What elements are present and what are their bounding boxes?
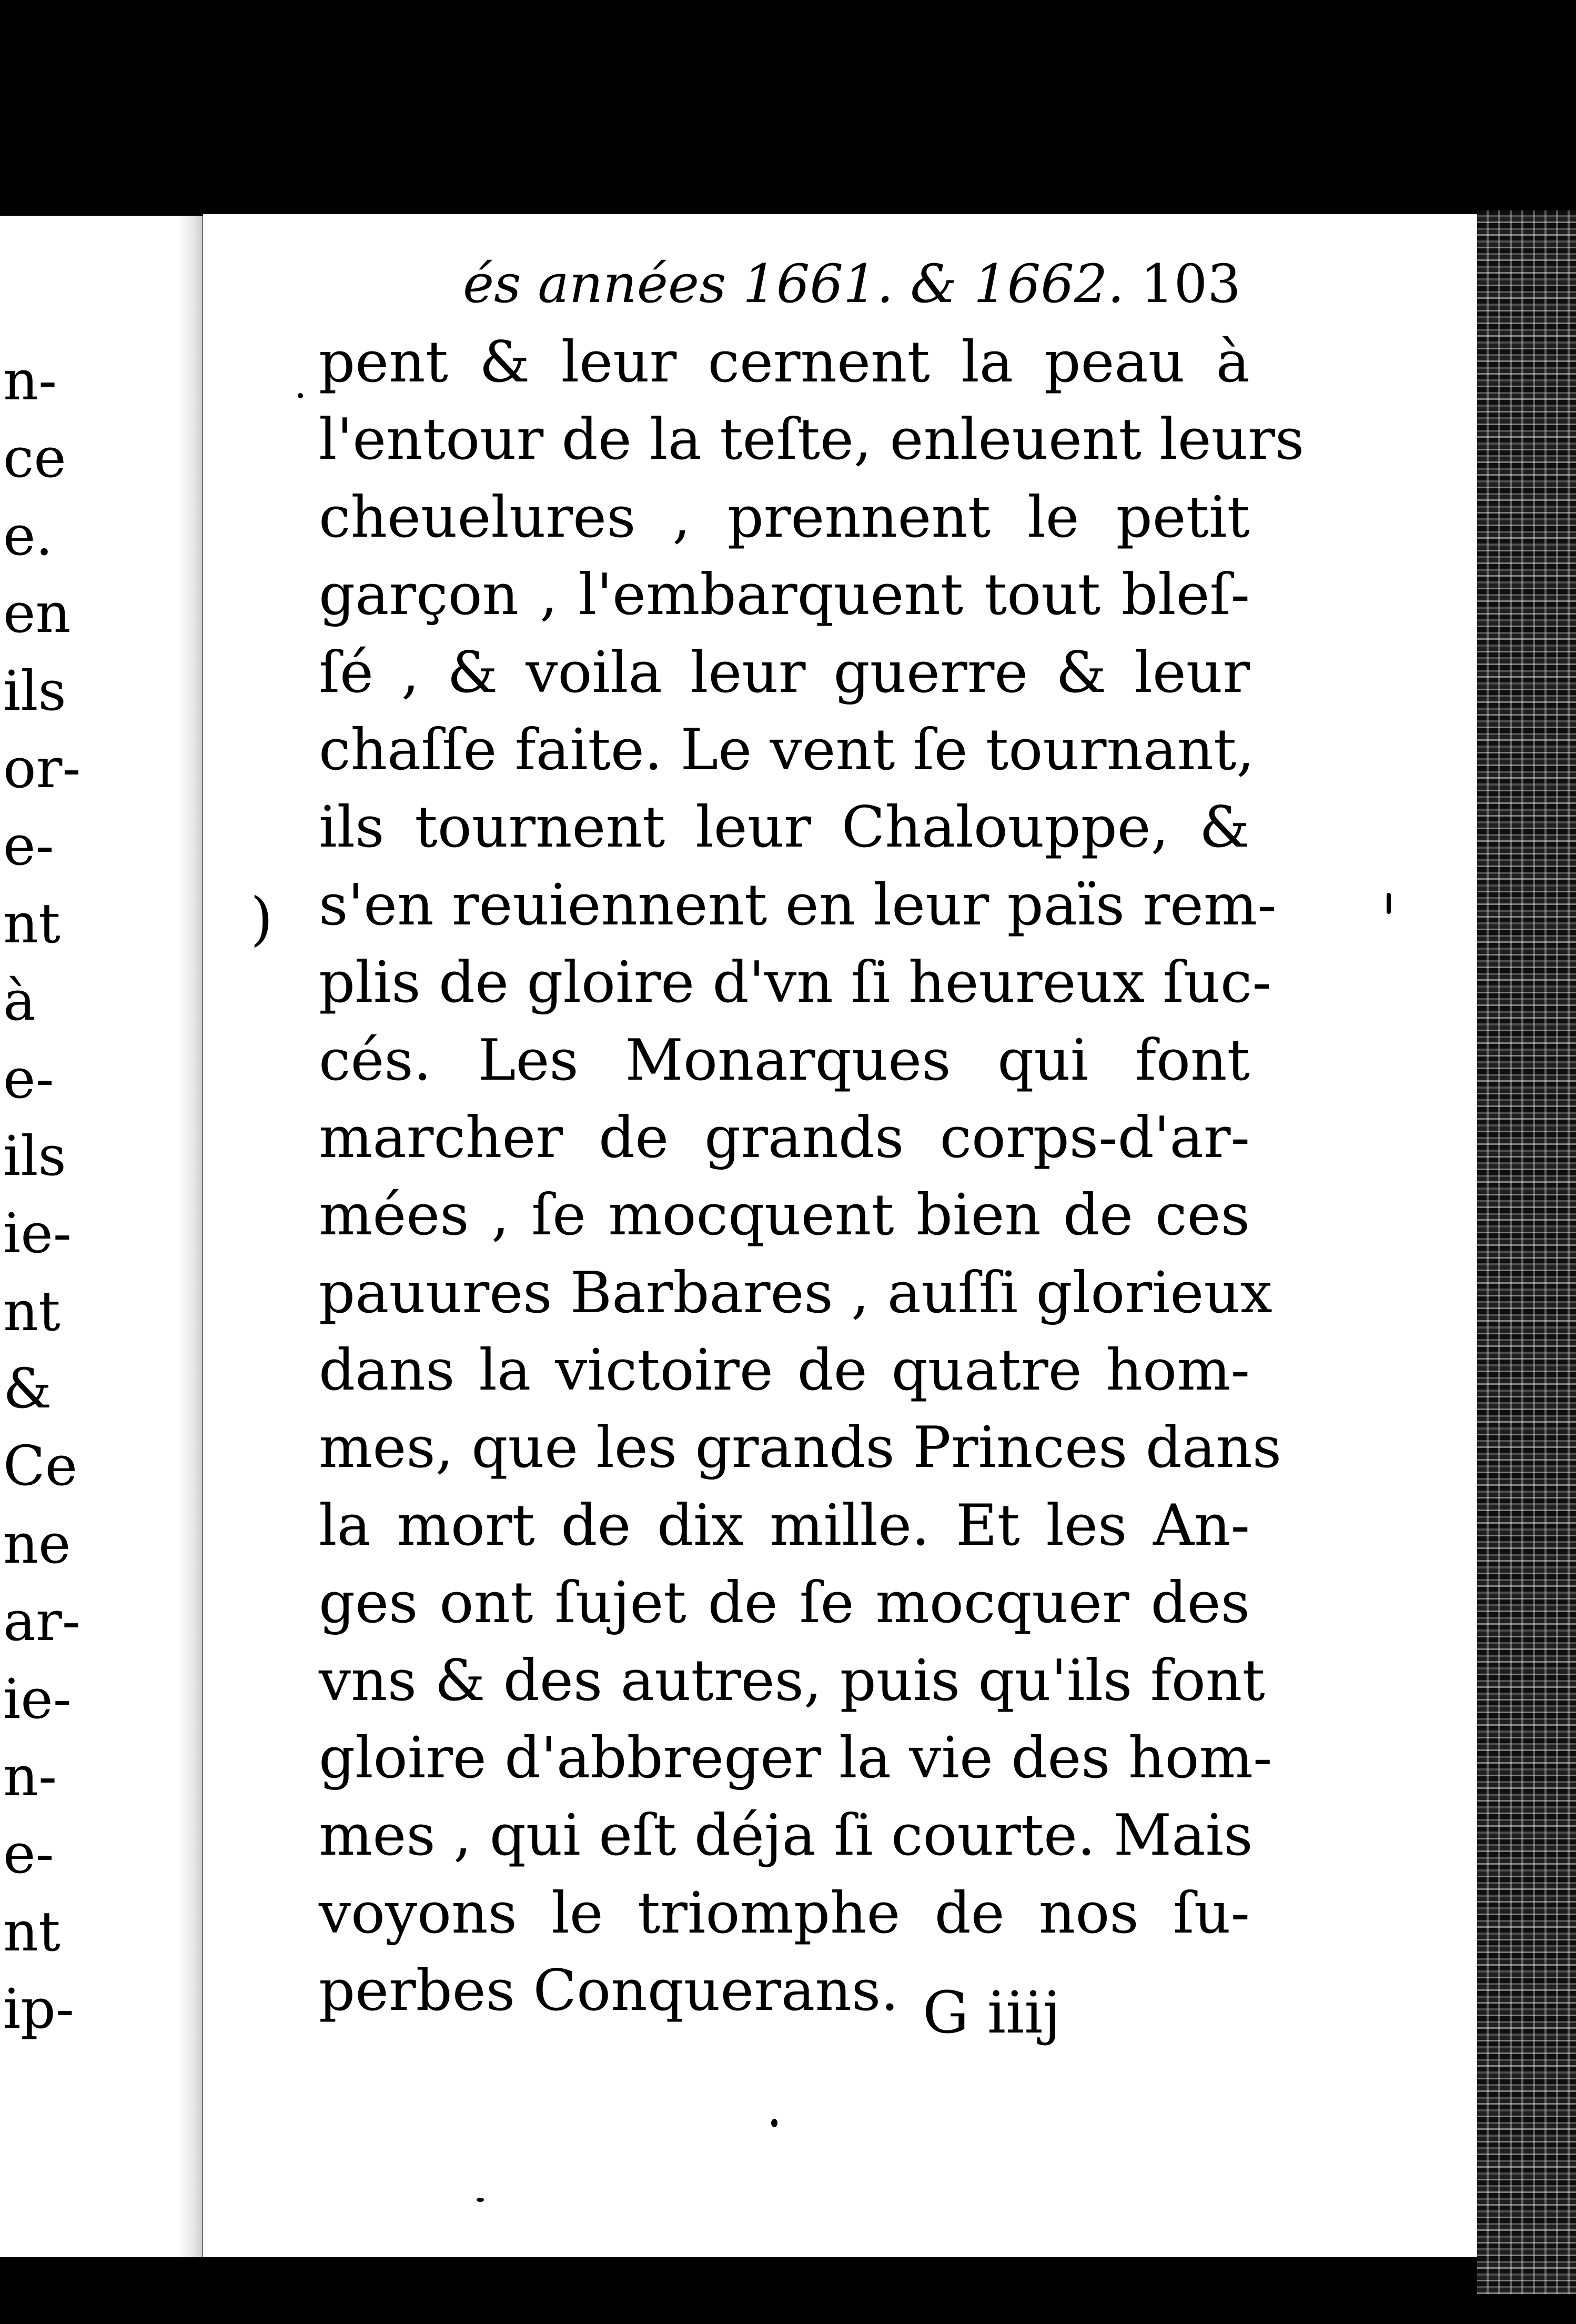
facing-page-fragment: ce [3, 426, 66, 490]
text-line: chaſſe faite. Le vent ſe tournant, [319, 717, 1255, 783]
signature-mark: G iiij [923, 1979, 1061, 2046]
facing-page-fragment: nt [3, 1899, 60, 1964]
text-line: ges ont ſujet de ſe mocquer des [319, 1570, 1250, 1636]
facing-page-fragment: or- [3, 736, 81, 800]
facing-page-fragment: ils [3, 658, 66, 723]
facing-page-fragment: e- [3, 1046, 54, 1111]
page-block-edge [1477, 210, 1576, 2294]
text-line: s'en reuiennent en leur païs rem- [319, 872, 1277, 938]
text-line: perbes Conquerans. [319, 1958, 899, 2024]
text-line: l'entour de la teſte, enleuent leurs [319, 407, 1305, 473]
text-line: cheuelures , prennent le petit [319, 484, 1250, 550]
facing-page-fragment: en [3, 581, 71, 646]
ink-speck [771, 2119, 777, 2127]
margin-mark: ) [250, 885, 273, 952]
facing-page-fragment: n- [3, 1744, 57, 1809]
facing-page-fragment: e- [3, 1822, 54, 1886]
facing-page-fragment: ar- [3, 1589, 80, 1654]
facing-page-fragment: & [3, 1356, 52, 1421]
text-line: vns & des autres, puis qu'ils font [319, 1647, 1265, 1714]
running-title: és années 1661. & 1662. [463, 253, 1125, 315]
text-line: la mort de dix mille. Et les An- [319, 1492, 1250, 1558]
text-line: garçon , l'embarquent tout bleſ- [319, 562, 1250, 628]
facing-page-fragment: ie- [3, 1666, 72, 1731]
gutter-shadow [178, 216, 203, 2257]
text-line: pent & leur cernent la peau à [319, 329, 1250, 395]
text-line: pauures Barbares , auſſi glorieux [319, 1260, 1272, 1326]
facing-page-fragment: ie- [3, 1201, 72, 1266]
page-number: 103 [1140, 253, 1241, 315]
text-line: marcher de grands corps-d'ar- [319, 1104, 1250, 1171]
text-line: mes , qui eſt déja ſi courte. Mais [319, 1803, 1253, 1869]
ink-speck [477, 2198, 484, 2202]
ink-speck [298, 393, 303, 398]
text-line: dans la victoire de quatre hom- [319, 1337, 1250, 1404]
text-line: plis de gloire d'vn ſi heureux ſuc- [319, 950, 1271, 1016]
facing-page-strip [0, 216, 203, 2257]
facing-page-fragment: e. [3, 503, 53, 568]
text-line: mes, que les grands Princes dans [319, 1415, 1282, 1481]
text-line: ſé , & voila leur guerre & leur [319, 639, 1250, 706]
text-line: mées , ſe mocquent bien de ces [319, 1182, 1250, 1249]
text-line: voyons le triomphe de nos ſu- [319, 1880, 1250, 1946]
ink-speck [1387, 893, 1391, 914]
body-text [319, 324, 1305, 2030]
facing-page-fragment: Ce [3, 1434, 78, 1498]
facing-page-fragment: à [3, 969, 36, 1033]
facing-page-fragment: ip- [3, 1977, 74, 2041]
facing-page-line-fragments [0, 342, 80, 2048]
text-line: gloire d'abbreger la vie des hom- [319, 1725, 1272, 1792]
facing-page-fragment: ils [3, 1123, 66, 1188]
page-bottom-border [203, 2257, 1477, 2269]
facing-page-fragment: nt [3, 891, 60, 955]
facing-page-fragment: n- [3, 348, 57, 413]
facing-page-fragment: ne [3, 1511, 71, 1576]
facing-page-fragment: nt [3, 1279, 60, 1343]
text-line: cés. Les Monarques qui font [319, 1027, 1250, 1093]
facing-page-fragment: e- [3, 813, 54, 878]
running-head [203, 245, 1477, 324]
text-line: ils tournent leur Chalouppe, & [319, 794, 1250, 861]
